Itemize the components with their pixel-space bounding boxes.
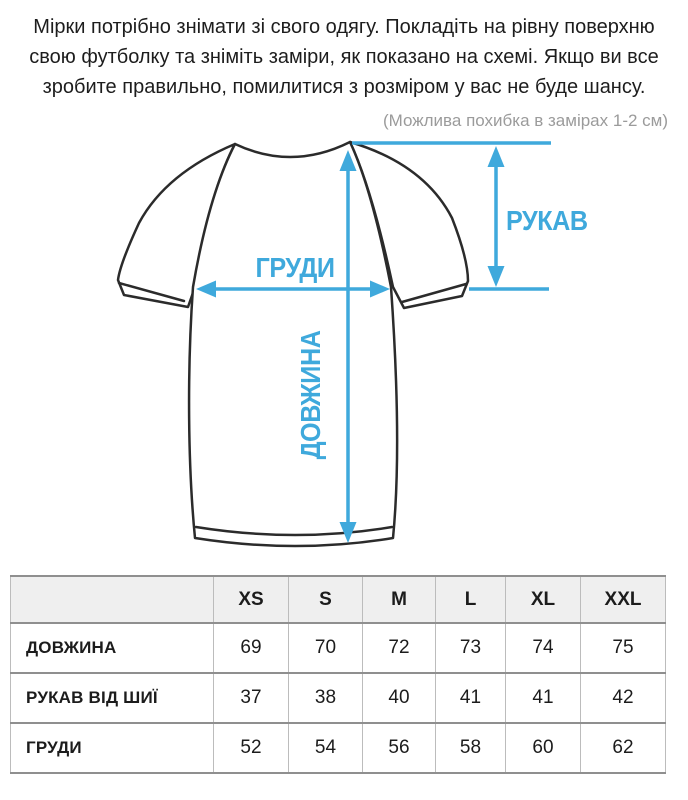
length-value-s: 70 (289, 623, 363, 673)
instruction-text (0, 0, 688, 102)
length-value-xl: 74 (506, 623, 581, 673)
size-column-xxl: XXL (581, 576, 666, 623)
length-value-m: 72 (363, 623, 436, 673)
chest-value-s: 54 (289, 723, 363, 773)
sleeve-value-l: 41 (436, 673, 506, 723)
length-value-l: 73 (436, 623, 506, 673)
sleeve-value-xs: 37 (214, 673, 289, 723)
size-column-s: S (289, 576, 363, 623)
size-table (10, 575, 666, 774)
instruction-line-2: свою футболку та зніміть заміри, як показано на схемі. Якщо ви все (29, 46, 659, 68)
tolerance-note: (Можлива похибка в замірах 1-2 см) (382, 111, 668, 130)
tshirt-measurement-diagram (0, 137, 688, 575)
sleeve-value-xxl: 42 (581, 673, 666, 723)
length-label: ДОВЖИНА (294, 330, 327, 460)
chest-label: ГРУДИ (255, 251, 335, 284)
size-column-l: L (436, 576, 506, 623)
tshirt-torso (189, 142, 397, 546)
length-value-xxl: 75 (581, 623, 666, 673)
chest-value-xs: 52 (214, 723, 289, 773)
length-value-xs: 69 (214, 623, 289, 673)
instruction-line-3: зробите правильно, помилитися з розміром у вас не буде шансу. (42, 76, 646, 98)
size-column-xs: XS (214, 576, 289, 623)
chest-value-xl: 60 (506, 723, 581, 773)
row-label-chest: ГРУДИ (11, 723, 214, 773)
row-label-length: ДОВЖИНА (11, 623, 214, 673)
chest-value-xxl: 62 (581, 723, 666, 773)
sleeve-label: РУКАВ (506, 204, 588, 237)
table-row-sleeve (11, 673, 666, 723)
tshirt-diagram-svg (0, 137, 688, 575)
chest-value-l: 58 (436, 723, 506, 773)
table-row-chest (11, 723, 666, 773)
sleeve-value-m: 40 (363, 673, 436, 723)
row-label-sleeve: РУКАВ ВІД ШИЇ (11, 673, 214, 723)
table-row-length (11, 623, 666, 673)
chest-value-m: 56 (363, 723, 436, 773)
size-column-m: M (363, 576, 436, 623)
sleeve-value-s: 38 (289, 673, 363, 723)
size-column-xl: XL (506, 576, 581, 623)
size-table-corner-cell (11, 576, 214, 623)
sleeve-value-xl: 41 (506, 673, 581, 723)
instruction-line-1: Мірки потрібно знімати зі свого одягу. Покладіть на рівну поверхню (33, 16, 655, 38)
size-table-header-row (11, 576, 666, 623)
